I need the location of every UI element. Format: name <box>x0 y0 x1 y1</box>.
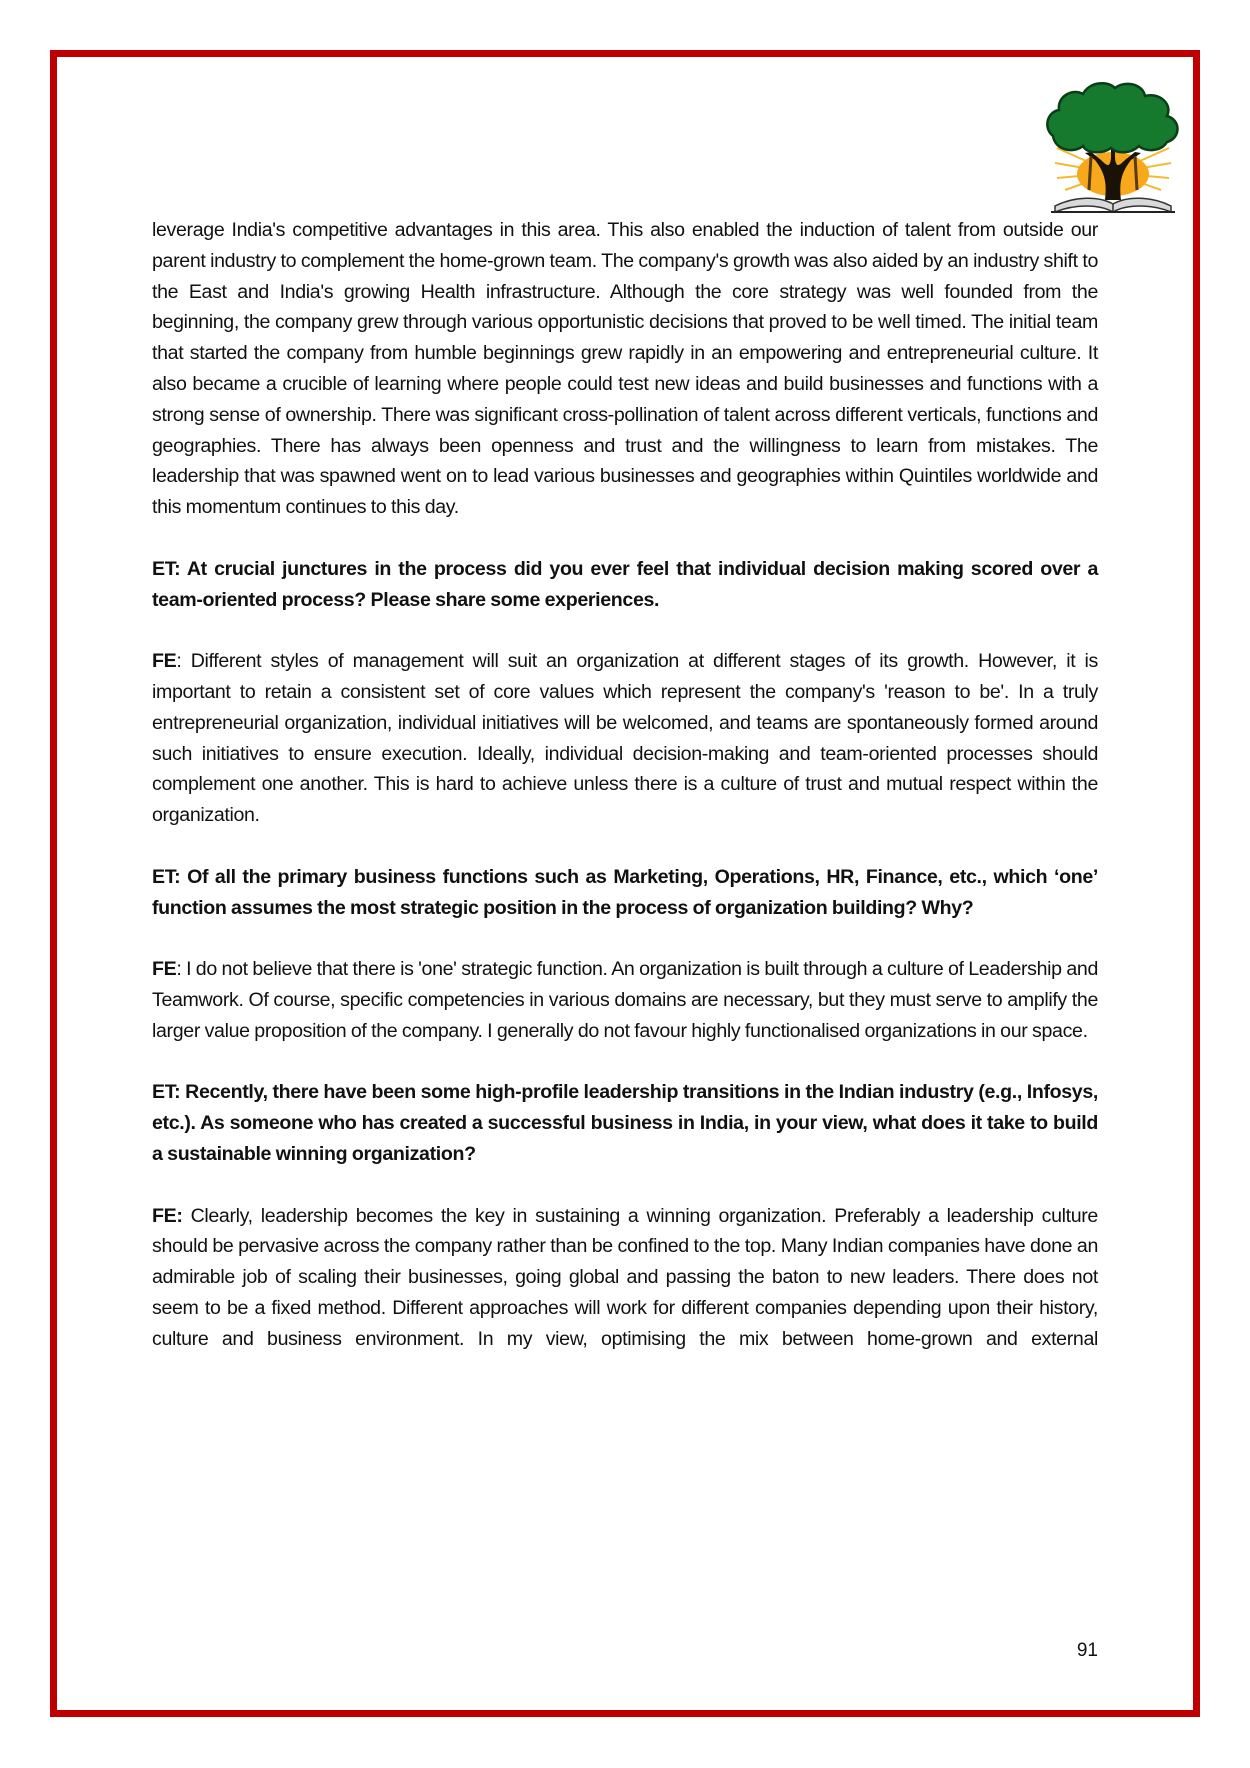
paragraph-intro-continuation: leverage India's competitive advantages in this area. This also enabled the induction of talent from outside our parent industry to complement the home-grown team. The company's growth was also aided by an industry shift to the East and India's growing Health infrastructure. Although the core strategy was well founded from the beginning, the company grew through various opportunistic decisions that proved to be well timed. The initial team that started the company from humble beginnings grew rapidly in an empowering and entrepreneurial culture. It also became a crucible of learning where people could test new ideas and build businesses and functions with a strong sense of ownership. There was significant cross-pollination of talent across different verticals, functions and geographies. There has always been openness and trust and the willingness to learn from mistakes. The leadership that was spawned went on to lead various businesses and geographies within Quintiles worldwide and this momentum continues to this day. <box>152 219 1098 519</box>
answer-strategic-function <box>152 954 1098 1046</box>
interview-content <box>152 215 1098 1385</box>
answer-sustainable-organization <box>152 1201 1098 1355</box>
answer-individual-vs-team <box>152 646 1098 831</box>
speaker-label: FE: <box>152 1204 183 1227</box>
question-sustainable-organization: ET: Recently, there have been some high-profile leadership transitions in the Indian industry (e.g., Infosys, etc.). As someone who has created a successful business in India, in your view, what does it take to build a sustainable winning organization? <box>152 1081 1098 1165</box>
question-strategic-function: ET: Of all the primary business functions such as Marketing, Operations, HR, Finance, etc., which ‘one’ function assumes the most strategic position in the process of organization building? Why? <box>152 865 1098 919</box>
speaker-label: FE <box>152 650 177 673</box>
answer-text: Different styles of management will suit an organization at different stages of its growth. However, it is important to retain a consistent set of core values which represent the company's 'reason to be'. In a truly entrepreneurial organization, individual initiatives will be welcomed, and teams are spontaneously formed around such initiatives to ensure execution. Ideally, individual decision-making and team-oriented processes should complement one another. This is hard to achieve unless there is a culture of trust and mutual respect within the organization. <box>152 650 1098 827</box>
speaker-separator: : <box>176 650 191 673</box>
answer-text: I do not believe that there is 'one' strategic function. An organization is built through a culture of Leadership and Teamwork. Of course, specific competencies in various domains are necessary, but they must serve to amplify the larger value proposition of the company. I generally do not favour highly functionalised organizations in our space. <box>152 958 1098 1042</box>
speaker-separator: : <box>176 958 187 981</box>
speaker-separator <box>183 1205 191 1227</box>
speaker-label: FE <box>152 958 177 981</box>
answer-text: Clearly, leadership becomes the key in sustaining a winning organization. Preferably a leadership culture should be pervasive across the company rather than be confined to the top. Many Indian companies have done an admirable job of scaling their businesses, going global and passing the baton to new leaders. There does not seem to be a fixed method. Different approaches will work for different companies depending upon their history, culture and business environment. In my view, optimising the mix between home-grown and external <box>152 1204 1098 1350</box>
tree-book-logo-icon <box>1035 78 1191 214</box>
page-number: 91 <box>1076 1640 1098 1661</box>
question-individual-vs-team: ET: At crucial junctures in the process did you ever feel that individual decision making scored over a team-oriented process? Please share some experiences. <box>152 557 1098 611</box>
